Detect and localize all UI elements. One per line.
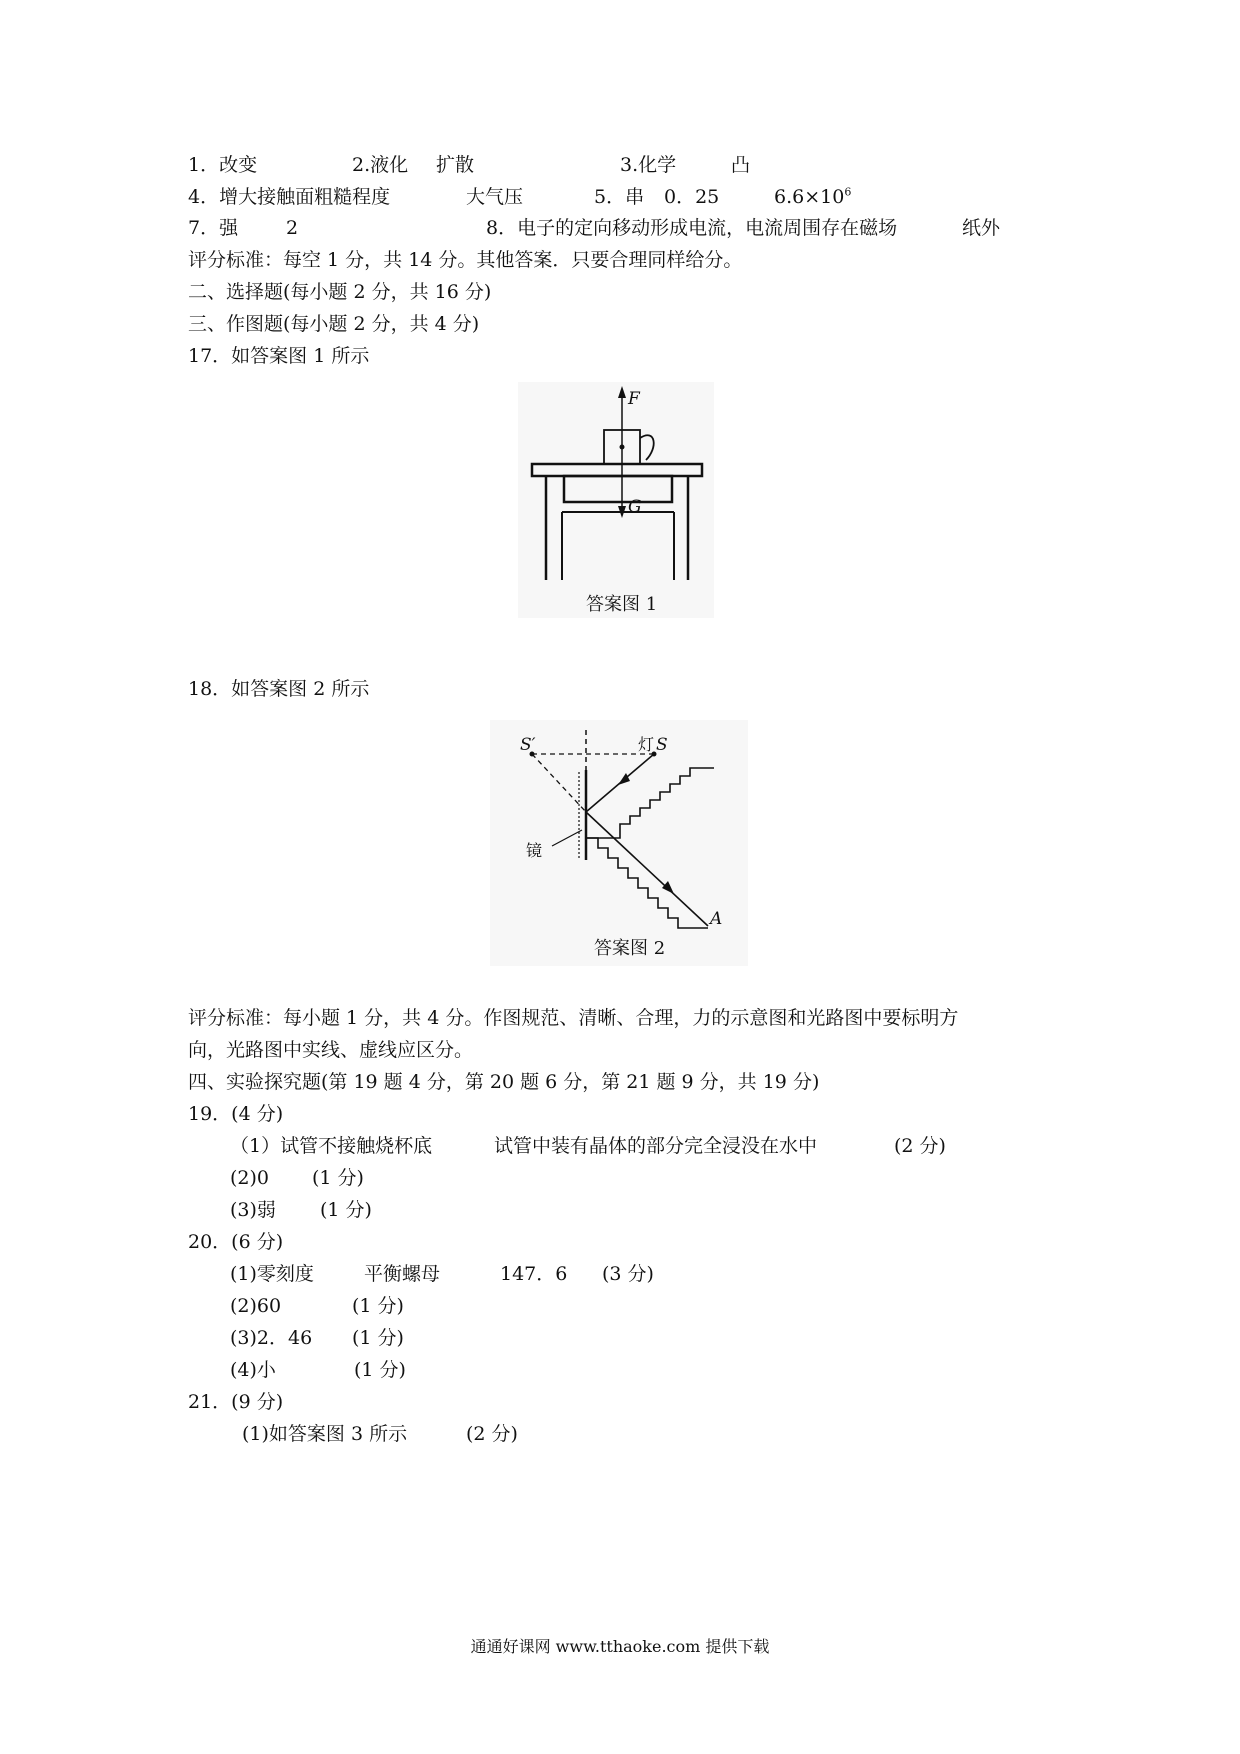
answer-1: 1．改变 — [188, 154, 258, 176]
answer-7a: 7．强 — [188, 217, 239, 239]
q21-header: 21．(9 分) — [188, 1391, 284, 1413]
answer-2a: 2.液化 — [352, 154, 409, 176]
label-G: G — [628, 497, 642, 517]
answer-4b: 大气压 — [466, 186, 524, 208]
answer-5a: 5．串 — [594, 186, 645, 208]
answer-figure-2 — [490, 720, 748, 966]
label-mirror: 镜 — [526, 841, 543, 860]
scoring-note-2-line-2: 向，光路图中实线、虚线应区分。 — [188, 1039, 474, 1061]
section-3-title: 三、作图题(每小题 2 分，共 4 分) — [188, 313, 480, 335]
answer-3b: 凸 — [731, 154, 751, 176]
figure-1-caption: 答案图 1 — [586, 594, 658, 615]
answer-7b: 2 — [286, 217, 299, 239]
figure-2-caption: 答案图 2 — [594, 938, 666, 959]
q17-text: 17．如答案图 1 所示 — [188, 345, 370, 367]
answer-5b: 0．25 — [664, 186, 720, 208]
page-footer: 通通好课网 www.tthaoke.com 提供下载 — [470, 1637, 770, 1656]
q20-header: 20．(6 分) — [188, 1231, 284, 1253]
answer-8a: 8．电子的定向移动形成电流，电流周围存在磁场 — [486, 217, 898, 239]
scoring-note-2-line-1: 评分标准：每小题 1 分，共 4 分。作图规范、清晰、合理，力的示意图和光路图中要标明方 — [188, 1007, 959, 1029]
label-A: A — [710, 909, 723, 929]
answer-2b: 扩散 — [436, 154, 475, 176]
section-4-title: 四、实验探究题(第 19 题 4 分，第 20 题 6 分，第 21 题 9 分，共 19 分) — [188, 1071, 820, 1093]
label-lamp: 灯 — [638, 735, 655, 754]
section-2-title: 二、选择题(每小题 2 分，共 16 分) — [188, 281, 492, 303]
label-S: S — [656, 735, 668, 755]
answer-figure-1 — [518, 382, 714, 618]
scoring-note-1: 评分标准：每空 1 分，共 14 分。其他答案．只要合理同样给分。 — [188, 249, 743, 271]
q18-text: 18．如答案图 2 所示 — [188, 678, 370, 700]
answer-4a: 4．增大接触面粗糙程度 — [188, 186, 391, 208]
label-S-prime: S′ — [520, 735, 536, 755]
q19-header: 19．(4 分) — [188, 1103, 284, 1125]
answer-3a: 3.化学 — [620, 154, 677, 176]
answer-8b: 纸外 — [962, 217, 1001, 239]
answer-6: $6.6\times 10^6$ — [774, 185, 852, 208]
label-F: F — [628, 389, 640, 409]
